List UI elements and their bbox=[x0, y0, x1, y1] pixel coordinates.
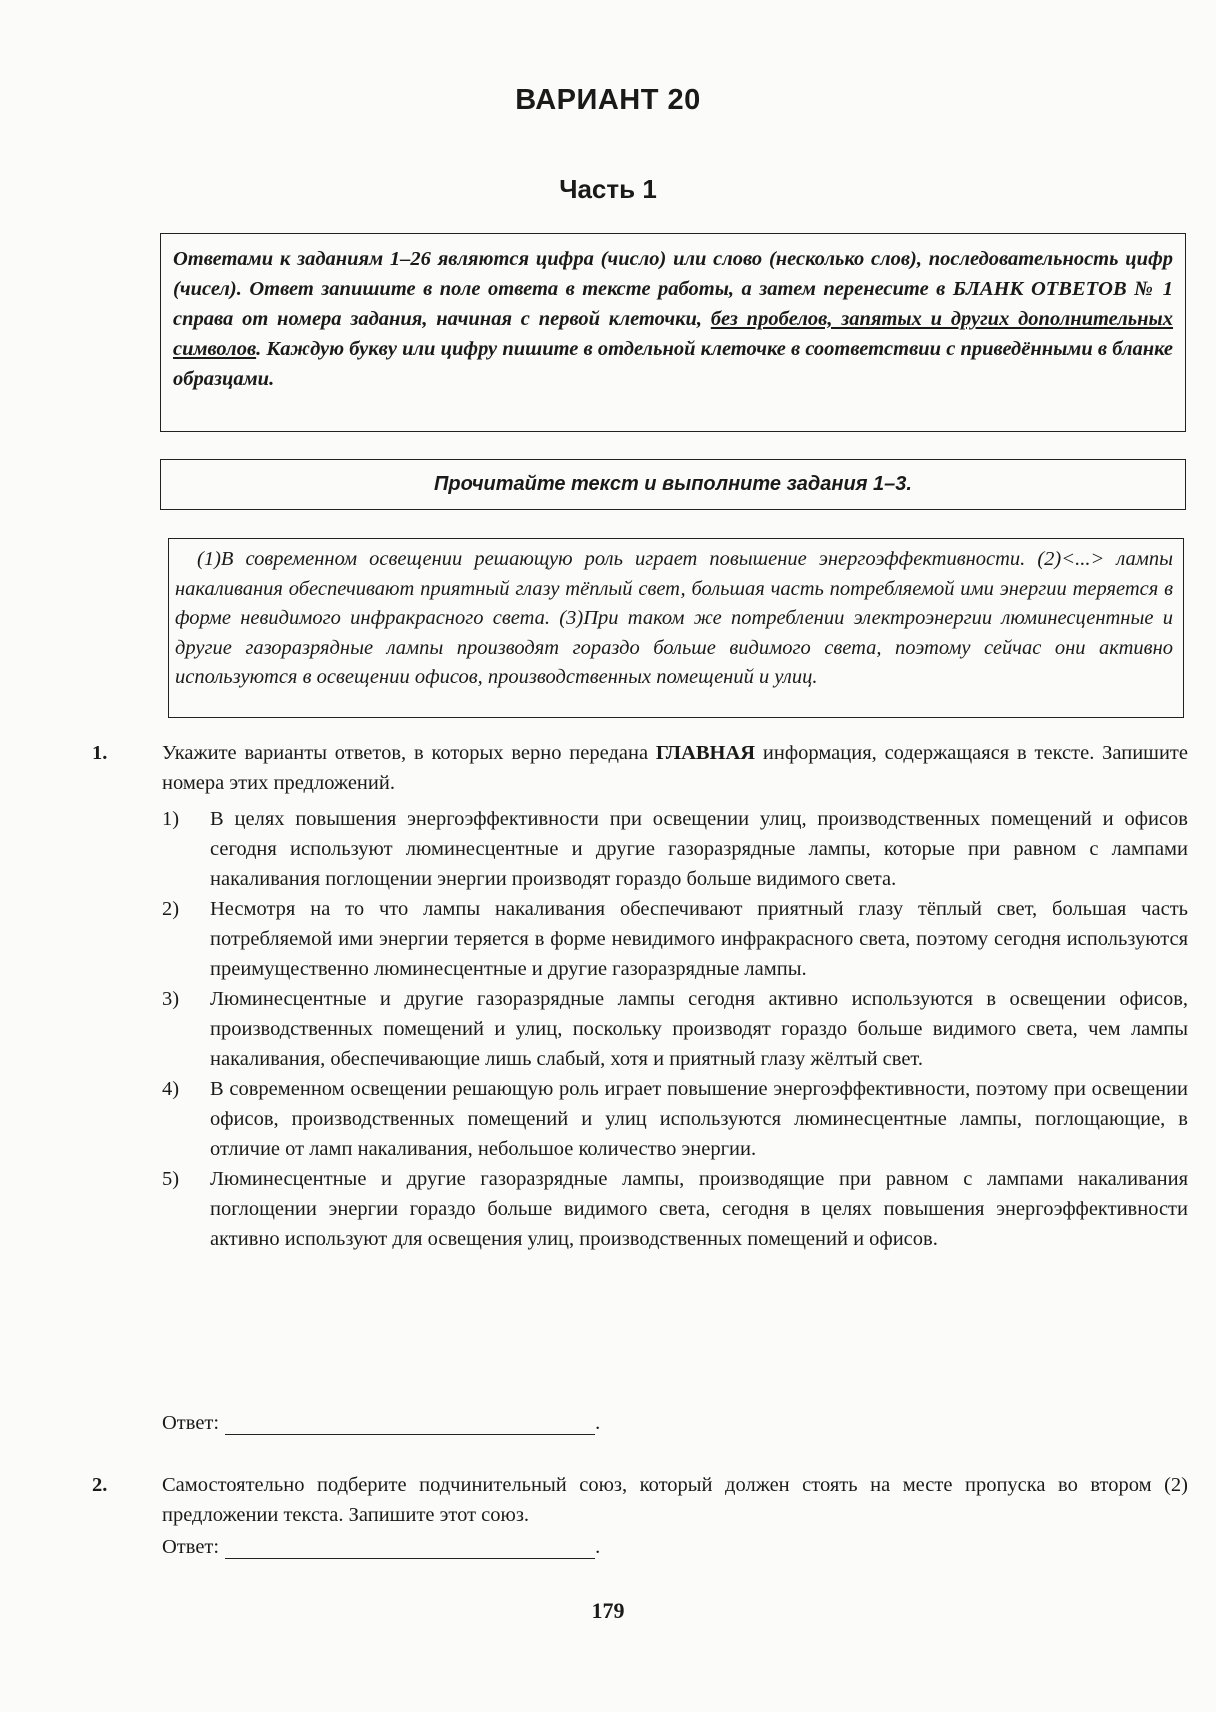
question-1-options bbox=[162, 804, 1188, 1254]
instructions-text: Ответами к заданиям 1–26 являются цифра (число) или слово (несколько слов), последовательность цифр (чисел). Ответ запишите в поле ответа в тексте работы, а затем перенесите в БЛАНК ОТВЕТОВ № 1 справа от номера задания, начиная с первой клеточки, bbox=[173, 248, 1173, 330]
option-text: Несмотря на то что лампы накаливания обеспечивают приятный глазу тёплый свет, большая часть потребляемой ими энергии теряется в форме невидимого инфракрасного света, поэтому сегодня используются преимущественно люминесцентные и другие газоразрядные лампы. bbox=[210, 898, 1188, 980]
question-1-number: 1. bbox=[92, 742, 108, 764]
option-item bbox=[162, 894, 1188, 984]
option-number: 3) bbox=[162, 988, 180, 1010]
page-number: 179 bbox=[591, 1598, 625, 1623]
answer-label: Ответ: bbox=[162, 1412, 220, 1434]
question-1-emphasis: ГЛАВНАЯ bbox=[655, 742, 756, 764]
question-2-number: 2. bbox=[92, 1474, 108, 1496]
variant-title: ВАРИАНТ 20 bbox=[515, 84, 701, 116]
reading-passage bbox=[168, 538, 1184, 718]
part-title: Часть 1 bbox=[559, 174, 657, 204]
option-text: Люминесцентные и другие газоразрядные лампы, производящие при равном с лампами накаливания поглощении энергии гораздо больше видимого света, сегодня в целях повышения энергоэффективности активно используют для освещения улиц, производственных помещений и офисов. bbox=[210, 1168, 1188, 1250]
option-text: В современном освещении решающую роль играет повышение энергоэффективности, поэтому при освещении офисов, производственных помещений и улиц используются люминесцентные лампы, поглощающие, в отличие от ламп накаливания, небольшое количество энергии. bbox=[210, 1078, 1188, 1160]
question-1-answer bbox=[162, 1412, 600, 1435]
task-header: Прочитайте текст и выполните задания 1–3. bbox=[160, 459, 1186, 510]
question-2-answer bbox=[162, 1536, 600, 1559]
instructions-box bbox=[160, 233, 1186, 432]
question-1-text bbox=[162, 738, 1188, 798]
option-item bbox=[162, 1164, 1188, 1254]
instructions-text-end: . Каждую букву или цифру пишите в отдельной клеточке в соответствии с приведёнными в бланке образцами. bbox=[173, 338, 1173, 390]
option-number: 5) bbox=[162, 1168, 180, 1190]
question-1-text-end: информация, содержащаяся в тексте. Запишите номера этих предложений. bbox=[162, 742, 1188, 794]
question-2 bbox=[92, 1470, 1188, 1540]
passage-text: (1)В современном освещении решающую роль играет повышение энергоэффективности. (2)<...> лампы накаливания обеспечивают приятный глазу тёплый свет, большая часть потребляемой ими энергии теряется в форме невидимого инфракрасного света. (3)При таком же потреблении электроэнергии люминесцентные и другие газоразрядные лампы производят гораздо больше видимого света, поэтому сейчас они активно используются в освещении офисов, производственных помещений и улиц. bbox=[175, 548, 1173, 688]
answer-label: Ответ: bbox=[162, 1536, 220, 1558]
option-number: 1) bbox=[162, 808, 180, 830]
option-number: 4) bbox=[162, 1078, 180, 1100]
option-number: 2) bbox=[162, 898, 180, 920]
option-text: В целях повышения энергоэффективности при освещении улиц, производственных помещений и офисов сегодня используют люминесцентные и другие газоразрядные лампы, которые при равном с лампами накаливания поглощении энергии производят гораздо больше видимого света. bbox=[210, 808, 1188, 890]
instructions-underlined: без пробелов, запятых и других дополнительных символов bbox=[173, 308, 1174, 360]
option-item bbox=[162, 984, 1188, 1074]
answer-end: . bbox=[595, 1536, 601, 1558]
question-1-text-start: Укажите варианты ответов, в которых верно передана bbox=[162, 742, 656, 764]
answer-field[interactable] bbox=[225, 1536, 595, 1559]
option-text: Люминесцентные и другие газоразрядные лампы сегодня активно используются в освещении офисов, производственных помещений и улиц, поскольку производят гораздо больше видимого света, чем лампы накаливания, обеспечивающие лишь слабый, хотя и приятный глазу жёлтый свет. bbox=[210, 988, 1188, 1070]
option-item bbox=[162, 804, 1188, 894]
option-item bbox=[162, 1074, 1188, 1164]
question-2-text: Самостоятельно подберите подчинительный союз, который должен стоять на месте пропуска во втором (2) предложении текста. Запишите этот союз. bbox=[162, 1474, 1188, 1526]
question-1 bbox=[92, 738, 1188, 1358]
answer-field[interactable] bbox=[225, 1412, 595, 1435]
answer-end: . bbox=[595, 1412, 601, 1434]
